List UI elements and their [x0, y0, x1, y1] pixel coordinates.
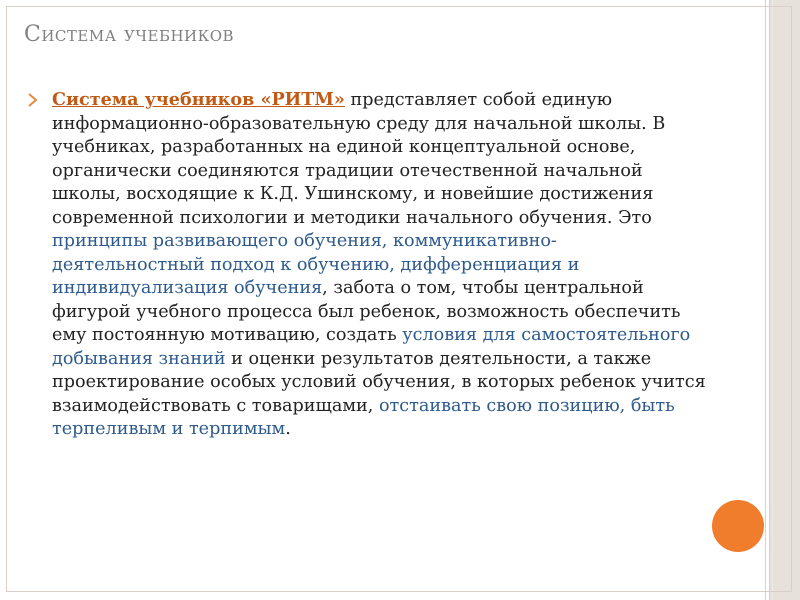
- text-segment: представляет собой единую информационно-образовательную среду для начальной школы. В учебниках, разработанных на единой концептуальной основе, органически соединяются традиции отечественной начальной школы, восходящие к К.Д. Ушинскому, и новейшие достижения современной психологии и методики начального обучения. Это: [52, 90, 666, 228]
- highlight-position: отстаивать свою позицию, быть терпеливым и терпимым: [52, 395, 675, 439]
- text-segment: .: [285, 419, 291, 439]
- body-paragraph: [52, 88, 706, 442]
- highlight-principles: принципы развивающего обучения, коммуникативно-деятельностный подход к обучению, дифференциация и индивидуализация обучения: [52, 231, 580, 298]
- highlight-conditions: условия для самостоятельного добывания знаний: [52, 325, 691, 369]
- content-block: [26, 88, 706, 442]
- arrow-bullet-icon: [26, 88, 52, 115]
- ritm-link[interactable]: Система учебников «РИТМ»: [52, 89, 345, 110]
- text-segment: и оценки результатов деятельности, а также проектирование особых условий обучения, в которых ребенок учится взаимодействовать с товарищами,: [52, 348, 706, 416]
- text-segment: , забота о том, чтобы центральной фигурой учебного процесса был ребенок, возможность обеспечить ему постоянную мотивацию, создать: [52, 278, 681, 345]
- slide-title: Система учебников: [24, 22, 235, 47]
- decorative-circle: [712, 500, 764, 552]
